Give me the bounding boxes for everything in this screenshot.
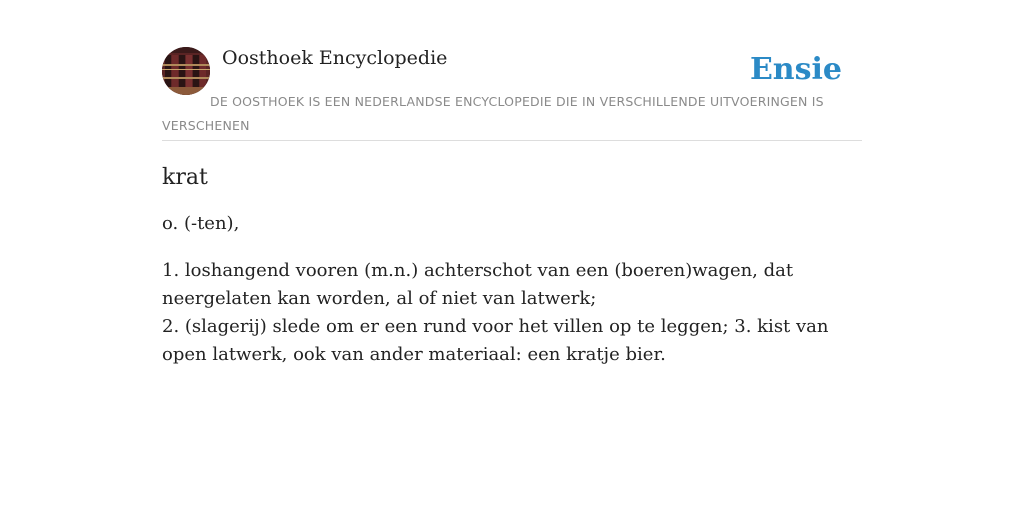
article: [162, 160, 862, 369]
headword: krat: [162, 165, 208, 190]
definition-text: [162, 257, 862, 369]
grammar-info: o. (-ten),: [162, 213, 240, 234]
brand-logo[interactable]: Ensie: [749, 52, 842, 87]
definition-1: 1. loshangend vooren (m.n.) achterschot van een (boeren)wagen, dat neergelaten kan worden, al of niet van latwerk;: [162, 260, 794, 309]
encyclopedia-books-icon[interactable]: [162, 47, 210, 95]
definition-2: 2. (slagerij) slede om er een rund voor het villen op te leggen; 3. kist van open latwerk, ook van ander materiaal: een kratje bier.: [162, 316, 829, 365]
site-title[interactable]: Oosthoek Encyclopedie: [222, 47, 448, 69]
site-header: [162, 46, 862, 141]
site-tagline: DE OOSTHOEK IS EEN NEDERLANDSE ENCYCLOPEDIE DIE IN VERSCHILLENDE UITVOERINGEN IS VERSCHENEN: [162, 94, 824, 133]
